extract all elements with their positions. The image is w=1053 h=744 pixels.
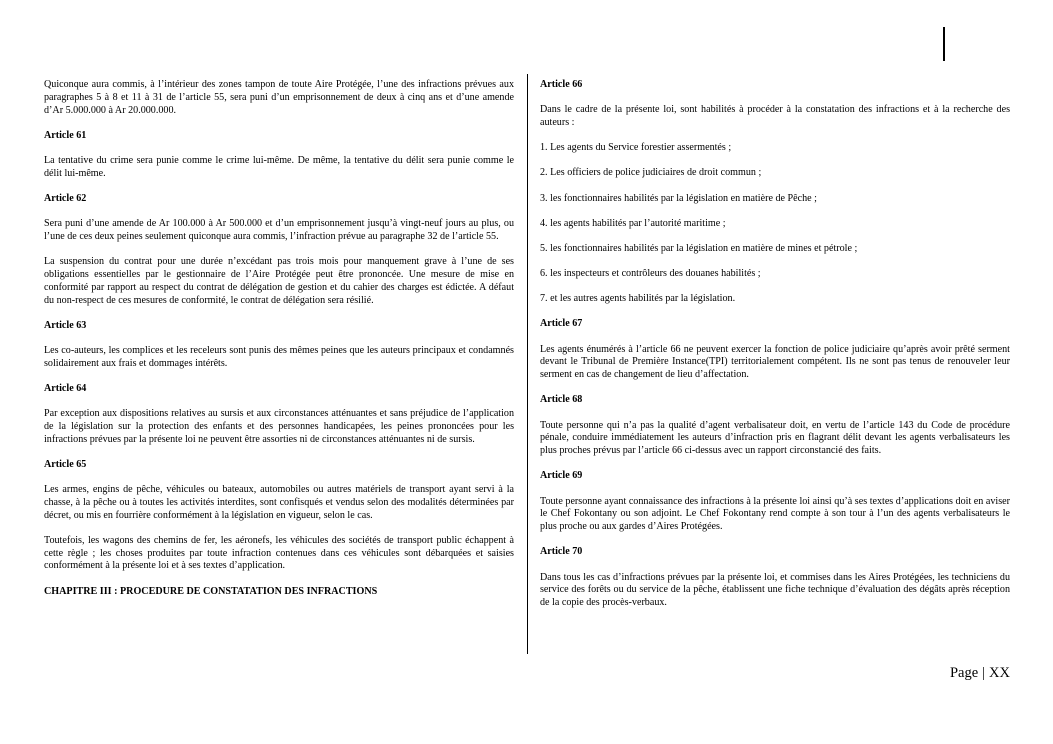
page-number: XX xyxy=(989,665,1010,681)
article-heading: Article 65 xyxy=(44,458,87,470)
paragraph: Toute personne qui n’a pas la qualité d’agent verbalisateur doit, en vertu de l’article 143 du Code de procédure pénale, conduire immédiatement les auteurs d’infraction pris en flagrant délit devant les agents verbalisateurs les plus proches prévus par l’article 66 ci-dessus avec un rapport circonstancié des faits. xyxy=(540,419,1010,457)
article-heading: Article 68 xyxy=(540,394,583,406)
paragraph: Les armes, engins de pêche, véhicules ou bateaux, automobiles ou autres matériels de transport ayant servi à la chasse, à la pêche ou à toutes les activités interdites, sont confisqués et vendus selon des modalités déterminées par décret, ou mis en fourrière conformément à la législation en vigueur, selon le cas. xyxy=(44,484,514,521)
paragraph: La suspension du contrat pour une durée n’excédant pas trois mois pour manquement grave à l’une de ses obligations essentielles par le gestionnaire de l’Aire Protégée peut être prononcée. Une mesure de mise en conformité par rapport au respect du contrat de délégation de gestion et du cahier des charges est édictée. A défaut du non-respect de ces mesures de conformité, le contrat de délégation sera résilié. xyxy=(44,256,514,306)
article-heading: Article 66 xyxy=(540,79,583,90)
paragraph: 1. Les agents du Service forestier assermentés ; xyxy=(540,142,732,154)
paragraph: 4. les agents habilités par l’autorité maritime ; xyxy=(540,217,726,229)
paragraph: Dans le cadre de la présente loi, sont habilités à procéder à la constatation des infractions et à la recherche des auteurs : xyxy=(540,104,1010,128)
column-divider xyxy=(527,74,528,654)
article-heading: Article 64 xyxy=(44,382,87,394)
right-column xyxy=(540,79,1010,622)
left-column xyxy=(44,79,514,611)
paragraph: 6. les inspecteurs et contrôleurs des douanes habilités ; xyxy=(540,268,761,280)
article-heading: Article 69 xyxy=(540,470,583,482)
paragraph: 3. les fonctionnaires habilités par la législation en matière de Pêche ; xyxy=(540,192,817,204)
article-heading: Article 63 xyxy=(44,319,87,331)
paragraph: Toute personne ayant connaissance des infractions à la présente loi ainsi qu’à ses textes d’applications doit en aviser le Chef Fokontany ou son adjoint. Le Chef Fokontany rend compte à son tour à l’un des agents verbalisateurs le plus proche ou aux gardes d’Aires Protégées. xyxy=(540,495,1010,533)
paragraph: 7. et les autres agents habilités par la législation. xyxy=(540,293,736,305)
header-rule-mark xyxy=(943,27,945,61)
page-label: Page xyxy=(949,665,979,681)
paragraph: 5. les fonctionnaires habilités par la législation en matière de mines et pétrole ; xyxy=(540,242,858,254)
article-heading: Article 67 xyxy=(540,318,583,330)
article-heading: Article 62 xyxy=(44,192,87,204)
paragraph: Sera puni d’une amende de Ar 100.000 à Ar 500.000 et d’un emprisonnement jusqu’à vingt-neuf jours au plus, ou l’une de ces deux peines seulement quiconque aura commis, l’infraction prévue au paragraphe 32 de l’article 55. xyxy=(44,218,514,242)
page-separator: | xyxy=(982,665,986,681)
paragraph: Par exception aux dispositions relatives au sursis et aux circonstances atténuantes et sans préjudice de l’application de la législation sur la protection des enfants et des personnes handicapées, les peines prononcées pour les infractions prévues par la présente loi ne peuvent être assorties ni de circonstances atténuantes ni de sursis. xyxy=(44,408,514,445)
paragraph: 2. Les officiers de police judiciaires de droit commun ; xyxy=(540,167,762,179)
page-footer xyxy=(950,665,1010,682)
paragraph: Les co-auteurs, les complices et les receleurs sont punis des mêmes peines que les auteurs principaux et condamnés solidairement aux frais et dommages intérêts. xyxy=(44,344,514,369)
article-heading: Article 61 xyxy=(44,129,87,141)
paragraph: Toutefois, les wagons des chemins de fer, les aéronefs, les véhicules des sociétés de transport public échappent à cette règle ; les choses produites par toute infraction contenues dans ces véhicules sont débarquées et saisies conformément à la présente loi et à ses textes d’application. xyxy=(44,534,514,572)
paragraph: La tentative du crime sera punie comme le crime lui-même. De même, la tentative du délit sera punie comme le délit lui-même. xyxy=(44,154,514,179)
article-heading: CHAPITRE III : PROCEDURE DE CONSTATATION DES INFRACTIONS xyxy=(44,585,378,597)
paragraph: Les agents énumérés à l’article 66 ne peuvent exercer la fonction de police judiciaire qu’après avoir prêté serment devant le Tribunal de Première Instance(TPI) territorialement compétent. Ils ne sont pas tenus de renouveler leur serment en cas de changement de lieu d’affectation. xyxy=(540,343,1010,381)
paragraph: Quiconque aura commis, à l’intérieur des zones tampon de toute Aire Protégée, l’une des infractions prévues aux paragraphes 5 à 8 et 11 à 31 de l’article 55, sera puni d’un emprisonnement de deux à cinq ans et d’une amende d’Ar 5.000.000 à Ar 20.000.000. xyxy=(44,79,514,116)
paragraph: Dans tous les cas d’infractions prévues par la présente loi, et commises dans les Aires Protégées, les techniciens du service des forêts ou du service de la pêche, établissent une fiche technique d’évaluation des dégâts après réception de la copie des procès-verbaux. xyxy=(540,571,1010,609)
article-heading: Article 70 xyxy=(540,546,583,558)
